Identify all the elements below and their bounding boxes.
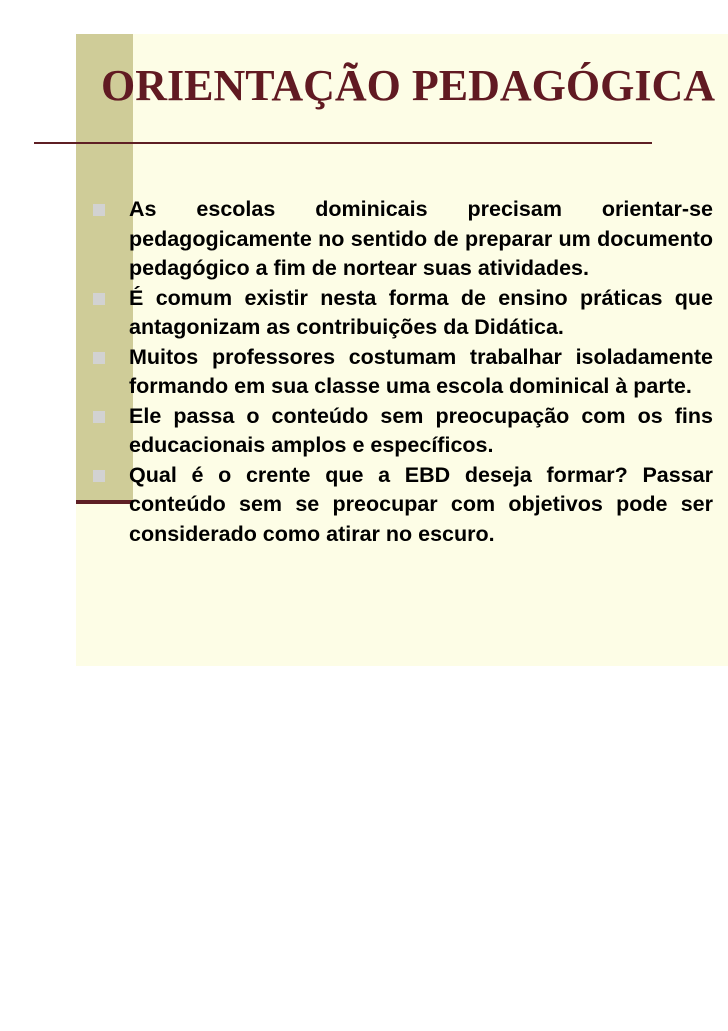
bullet-text: Ele passa o conteúdo sem preocupação com os fins educacionais amplos e específicos. [129,403,713,457]
slide-title: ORIENTAÇÃO PEDAGÓGICA [101,61,716,110]
bullet-text: Qual é o crente que a EBD deseja formar? Passar conteúdo sem se preocupar com objetivos pode ser considerado como atirar no escuro. [129,462,713,546]
bullet-text: É comum existir nesta forma de ensino práticas que antagonizam as contribuições da Didática. [129,285,713,339]
bullet-text: As escolas dominicais precisam orientar-se pedagogicamente no sentido de preparar um documento pedagógico a fim de nortear suas atividades. [129,197,713,280]
bullet-item [93,343,713,402]
title-underline [34,142,652,144]
square-bullet-icon [93,411,105,423]
bullet-item [93,195,713,284]
bullet-item [93,284,713,343]
bullet-item [93,402,713,461]
square-bullet-icon [93,293,105,305]
square-bullet-icon [93,204,105,216]
bullet-list [93,195,713,549]
square-bullet-icon [93,470,105,482]
square-bullet-icon [93,352,105,364]
bullet-text: Muitos professores costumam trabalhar isoladamente formando em sua classe uma escola dominical à parte. [129,344,713,398]
bullet-item [93,461,713,550]
